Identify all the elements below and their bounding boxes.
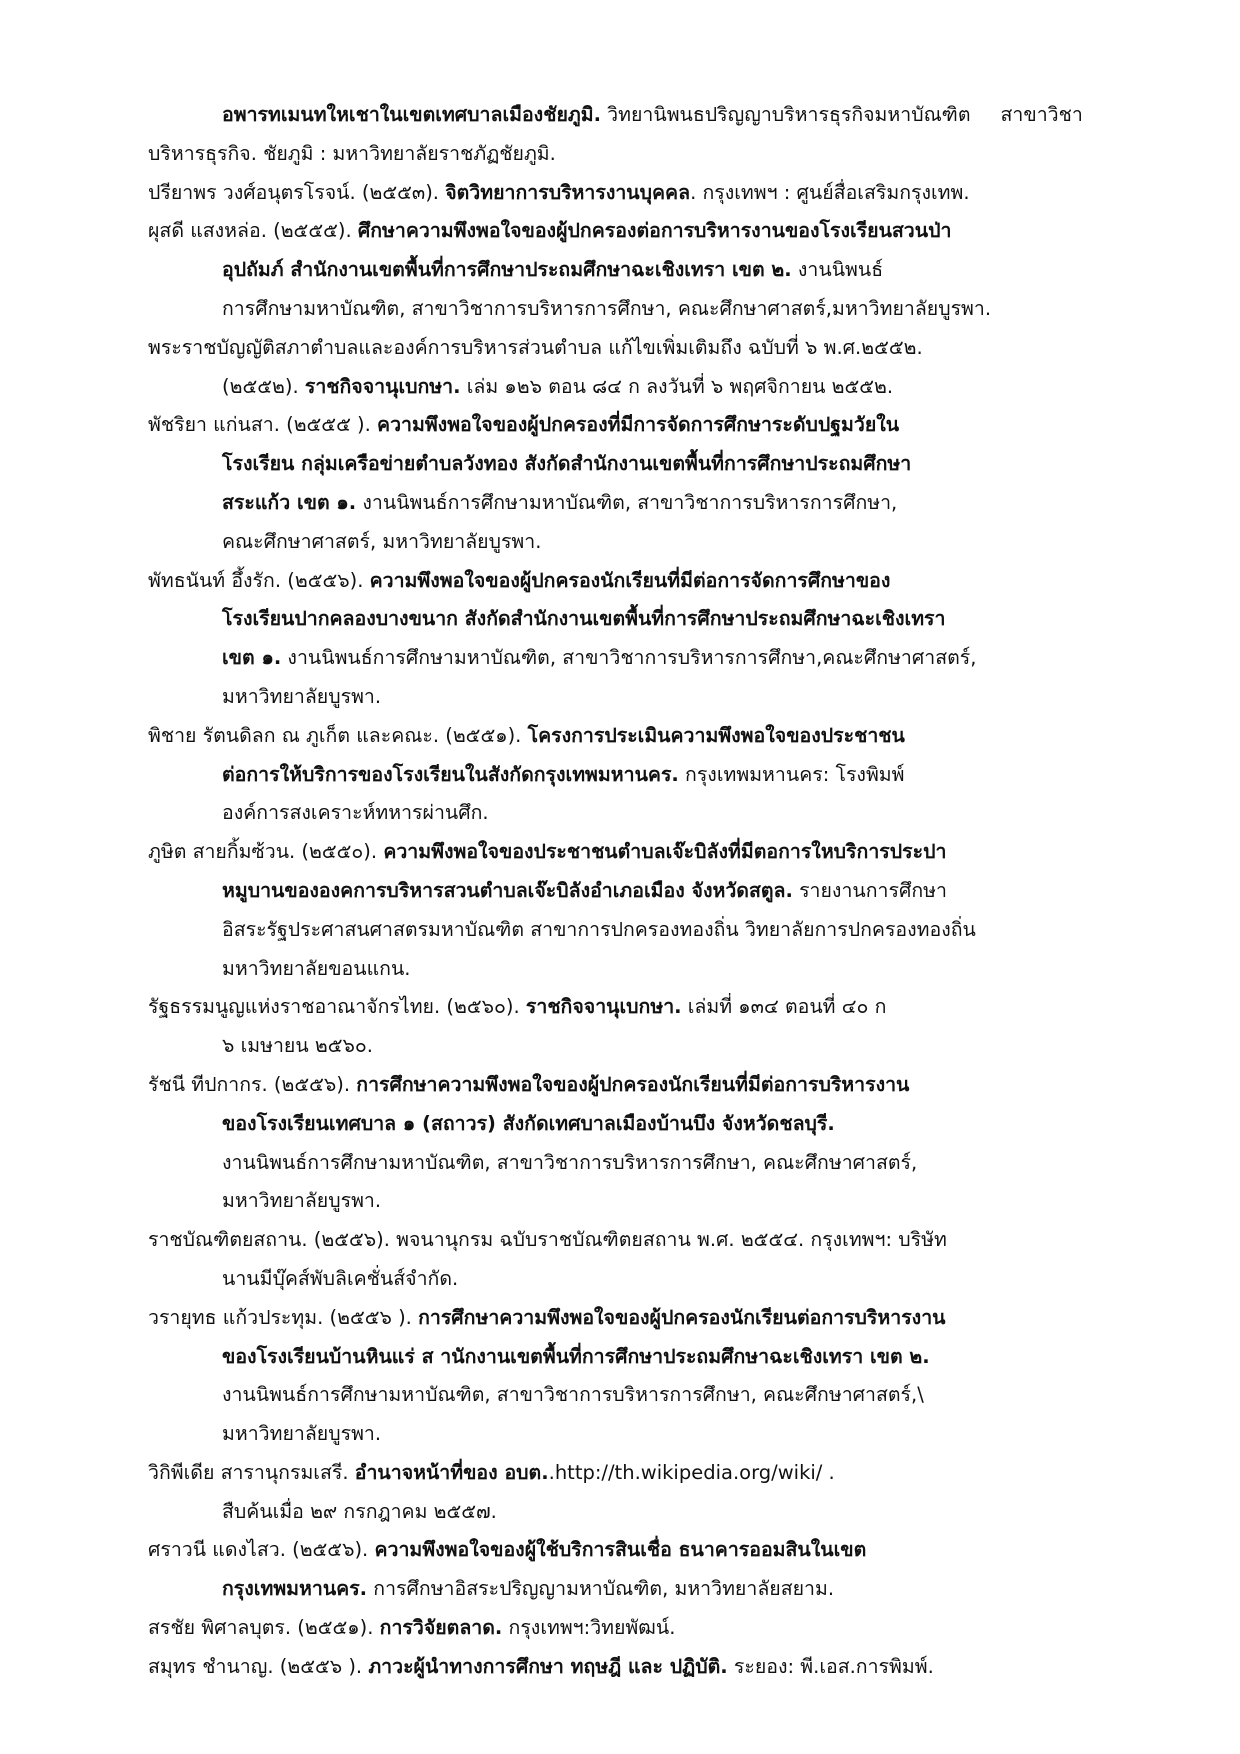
reference-title-text: เขต ๑. [222, 646, 282, 670]
reference-line [148, 96, 1148, 135]
reference-text: มหาวิทยาลัยบูรพา. [222, 1422, 382, 1446]
reference-title-text: ของโรงเรียนบ้านหินแร่ ส านักงานเขตพื้นที่การศึกษาประถมศึกษาฉะเชิงเทรา เขต ๒. [222, 1344, 930, 1368]
reference-line [148, 562, 1148, 601]
reference-entry [148, 988, 1148, 1066]
reference-entry [148, 1221, 1148, 1299]
reference-title-text: โรงเรียนปากคลองบางขนาก สังกัดสำนักงานเขตพื้นที่การศึกษาประถมศึกษาฉะเชิงเทรา [222, 607, 946, 631]
reference-entry [148, 1531, 1148, 1609]
reference-line [148, 1260, 1148, 1299]
reference-text: มหาวิทยาลัยบูรพา. [222, 684, 382, 708]
reference-text: พัชริยา แก่นสา. (๒๕๕๕ ). [148, 413, 378, 437]
reference-line [148, 950, 1148, 989]
reference-entry [148, 212, 1148, 328]
reference-title-text: ของโรงเรียนเทศบาล ๑ (สถาวร) สังกัดเทศบาลเมืองบ้านบึง จังหวัดชลบุรี. [222, 1111, 835, 1135]
reference-text: งานนิพนธ์การศึกษามหาบัณฑิต, สาขาวิชาการบริหารการศึกษา, คณะศึกษาศาสตร์,\ [222, 1383, 924, 1407]
reference-entry [148, 1648, 1148, 1687]
reference-text: ผุสดี แสงหล่อ. (๒๕๕๕). [148, 219, 358, 243]
reference-text: งานนิพนธ์ [791, 258, 884, 282]
reference-title-text: โรงเรียน กลุ่มเครือข่ายตำบลวังทอง สังกัดสำนักงานเขตพื้นที่การศึกษาประถมศึกษา [222, 452, 912, 476]
reference-line [148, 1066, 1148, 1105]
reference-text: สาขาวิชา [1000, 103, 1083, 126]
reference-line [148, 251, 1148, 290]
reference-text: วรายุทธ แก้วประทุม. (๒๕๕๖ ). [148, 1305, 419, 1329]
reference-entry [148, 562, 1148, 717]
reference-text: บริหารธุรกิจ. ชัยภูมิ : มหาวิทยาลัยราชภัฏชัยภูมิ. [148, 141, 556, 165]
reference-entry [148, 1299, 1148, 1454]
reference-line [148, 484, 1148, 523]
reference-text: สรชัย พิศาลบุตร. (๒๕๕๑). [148, 1616, 380, 1640]
reference-title-text: ภาวะผู้นำทางการศึกษา ทฤษฎี และ ปฏิบัติ. [368, 1654, 728, 1678]
reference-line [148, 911, 1148, 950]
reference-line [148, 756, 1148, 795]
reference-list [148, 96, 1148, 1687]
reference-line [148, 872, 1148, 911]
reference-text: องค์การสงเคราะห์ทหารผ่านศึก. [222, 801, 489, 825]
reference-text: (๒๕๕๒). [222, 374, 305, 398]
reference-text: ๖ เมษายน ๒๕๖๐. [222, 1034, 373, 1058]
reference-line [148, 1182, 1148, 1221]
reference-line [148, 1531, 1148, 1570]
reference-entry [148, 717, 1148, 833]
reference-line [148, 329, 1148, 368]
reference-text: พัทธนันท์ อึ้งรัก. (๒๕๕๖). [148, 568, 370, 592]
reference-line [148, 794, 1148, 833]
reference-text: งานนิพนธ์การศึกษามหาบัณฑิต, สาขาวิชาการบริหารการศึกษา, [356, 490, 898, 514]
reference-text: เล่มที่ ๑๓๔ ตอนที่ ๔๐ ก [681, 995, 887, 1019]
reference-title-text: ความพึงพอใจของผู้ปกครองนักเรียนที่มีต่อการจัดการศึกษาของ [369, 568, 891, 592]
reference-title-text: ต่อการให้บริการของโรงเรียนในสังกัดกรุงเทพมหานคร. [222, 762, 679, 786]
reference-text: พระราชบัญญัติสภาตำบลและองค์การบริหารส่วนตำบล แก้ไขเพิ่มเติมถึง ฉบับที่ ๖ พ.ศ.๒๕๕๒. [148, 335, 923, 359]
reference-text: รัชนี ทีปกากร. (๒๕๕๖). [148, 1072, 357, 1096]
reference-text: กรุงเทพมหานคร: โรงพิมพ์ [678, 762, 905, 786]
reference-line [148, 1493, 1148, 1532]
reference-text: งานนิพนธ์การศึกษามหาบัณฑิต, สาขาวิชาการบริหารการศึกษา,คณะศึกษาศาสตร์, [281, 646, 977, 670]
reference-line [148, 600, 1148, 639]
reference-entry [148, 1454, 1148, 1532]
reference-line [148, 1609, 1148, 1648]
reference-line [148, 1105, 1148, 1144]
reference-text: . กรุงเทพฯ : ศูนย์สื่อเสริมกรุงเทพ. [690, 180, 970, 204]
reference-line [148, 212, 1148, 251]
reference-text: วิกิพีเดีย สารานุกรมเสรี. [148, 1460, 355, 1484]
reference-title-text: โครงการประเมินความพึงพอใจของประชาชน [527, 723, 905, 747]
reference-line [148, 1570, 1148, 1609]
reference-line [148, 717, 1148, 756]
reference-text: มหาวิทยาลัยขอนแกน. [222, 956, 411, 980]
reference-title-text: ความพึงพอใจของผู้ใช้บริการสินเชื่อ ธนาคารออมสินในเขต [374, 1538, 867, 1562]
reference-entry [148, 1066, 1148, 1221]
reference-line [148, 1338, 1148, 1377]
reference-title-text: อำนาจหน้าที่ของ อบต. [354, 1460, 549, 1484]
reference-line [148, 174, 1148, 213]
reference-text: สมุทร ชำนาญ. (๒๕๕๖ ). [148, 1654, 369, 1678]
reference-title-text: ความพึงพอใจของประชาชนตำบลเจ๊ะบิลังที่มีตอการใหบริการประปา [383, 840, 947, 864]
reference-line [148, 1454, 1148, 1493]
reference-line [148, 1415, 1148, 1454]
reference-entry [148, 1609, 1148, 1648]
reference-title-text: การศึกษาความพึงพอใจของผู้ปกครองนักเรียนที่มีต่อการบริหารงาน [356, 1072, 910, 1096]
reference-text: ระยอง: พี.เอส.การพิมพ์. [727, 1654, 934, 1678]
reference-title-text: ราชกิจจานุเบกษา. [525, 995, 682, 1019]
reference-title-text: อุปถัมภ์ สำนักงานเขตพื้นที่การศึกษาประถมศึกษาฉะเชิงเทรา เขต ๒. [222, 258, 792, 282]
reference-title-text: อพารทเมนทใหเชาในเขตเทศบาลเมืองชัยภูมิ. [222, 103, 601, 126]
reference-title-text: สระแก้ว เขต ๑. [222, 490, 357, 514]
reference-line [148, 1144, 1148, 1183]
reference-text: วิทยานิพนธปริญญาบริหารธุรกิจมหาบัณฑิต [600, 103, 971, 126]
reference-line [148, 1376, 1148, 1415]
reference-title-text: หมูบานขององคการบริหารสวนตำบลเจ๊ะบิลังอำเภอเมือง จังหวัดสตูล. [222, 878, 793, 902]
reference-entry [148, 406, 1148, 561]
reference-title-text: ความพึงพอใจของผู้ปกครองที่มีการจัดการศึกษาระดับปฐมวัยใน [377, 413, 900, 437]
reference-text: .http://th.wikipedia.org/wiki/ . [548, 1460, 835, 1484]
reference-line [148, 1221, 1148, 1260]
reference-title-text: ราชกิจจานุเบกษา. [304, 374, 461, 398]
reference-title-text: การศึกษาความพึงพอใจของผู้ปกครองนักเรียนต่อการบริหารงาน [418, 1305, 946, 1329]
reference-text: ศราวนี แดงไสว. (๒๕๕๖). [148, 1538, 375, 1562]
reference-line [148, 1648, 1148, 1687]
reference-entry [148, 96, 1148, 174]
reference-text: สืบค้นเมื่อ ๒๙ กรกฎาคม ๒๕๕๗. [222, 1499, 497, 1523]
reference-text: กรุงเทพฯ:วิทยพัฒน์. [502, 1616, 676, 1640]
reference-line [148, 290, 1148, 329]
reference-line [148, 833, 1148, 872]
reference-entry [148, 174, 1148, 213]
reference-entry [148, 329, 1148, 407]
reference-text: ภูษิต สายกิ้มซ้วน. (๒๕๕๐). [148, 840, 384, 864]
reference-text: มหาวิทยาลัยบูรพา. [222, 1189, 382, 1213]
reference-title-text: การวิจัยตลาด. [379, 1616, 503, 1640]
reference-text: คณะศึกษาศาสตร์, มหาวิทยาลัยบูรพา. [222, 529, 542, 553]
reference-title-text: ศึกษาความพึงพอใจของผู้ปกครองต่อการบริหารงานของโรงเรียนสวนป่า [357, 219, 952, 243]
reference-line [148, 678, 1148, 717]
reference-title-text: กรุงเทพมหานคร. [222, 1577, 368, 1601]
reference-entry [148, 833, 1148, 988]
reference-text: ราชบัณฑิตยสถาน. (๒๕๕๖). พจนานุกรม ฉบับราชบัณฑิตยสถาน พ.ศ. ๒๕๕๔. กรุงเทพฯ: บริษัท [148, 1228, 947, 1252]
reference-line [148, 988, 1148, 1027]
reference-text: การศึกษาอิสระปริญญามหาบัณฑิต, มหาวิทยาลัยสยาม. [367, 1577, 835, 1601]
reference-line [148, 1299, 1148, 1338]
reference-text: รายงานการศึกษา [792, 878, 947, 902]
reference-line [148, 445, 1148, 484]
reference-title-text: จิตวิทยาการบริหารงานบุคคล [445, 180, 691, 204]
reference-text: นานมีบุ๊คส์พับลิเคชั่นส์จำกัด. [222, 1266, 459, 1290]
reference-text: การศึกษามหาบัณฑิต, สาขาวิชาการบริหารการศึกษา, คณะศึกษาศาสตร์,มหาวิทยาลัยบูรพา. [222, 296, 992, 320]
reference-line [148, 135, 1148, 174]
reference-line [148, 639, 1148, 678]
reference-text: พิชาย รัตนดิลก ณ ภูเก็ต และคณะ. (๒๕๕๑). [148, 723, 528, 747]
reference-text: เล่ม ๑๒๖ ตอน ๘๔ ก ลงวันที่ ๖ พฤศจิกายน ๒๕๕๒. [460, 374, 894, 398]
reference-line [148, 406, 1148, 445]
reference-text: อิสระรัฐประศาสนศาสตรมหาบัณฑิต สาขาการปกครองทองถิ่น วิทยาลัยการปกครองทองถิ่น [222, 917, 976, 941]
reference-text: งานนิพนธ์การศึกษามหาบัณฑิต, สาขาวิชาการบริหารการศึกษา, คณะศึกษาศาสตร์, [222, 1150, 918, 1174]
reference-text: รัฐธรรมนูญแห่งราชอาณาจักรไทย. (๒๕๖๐). [148, 995, 526, 1019]
reference-line [148, 523, 1148, 562]
reference-text: ปรียาพร วงศ์อนุตรโรจน์. (๒๕๕๓). [148, 180, 446, 204]
reference-line [148, 1027, 1148, 1066]
reference-line [148, 368, 1148, 407]
